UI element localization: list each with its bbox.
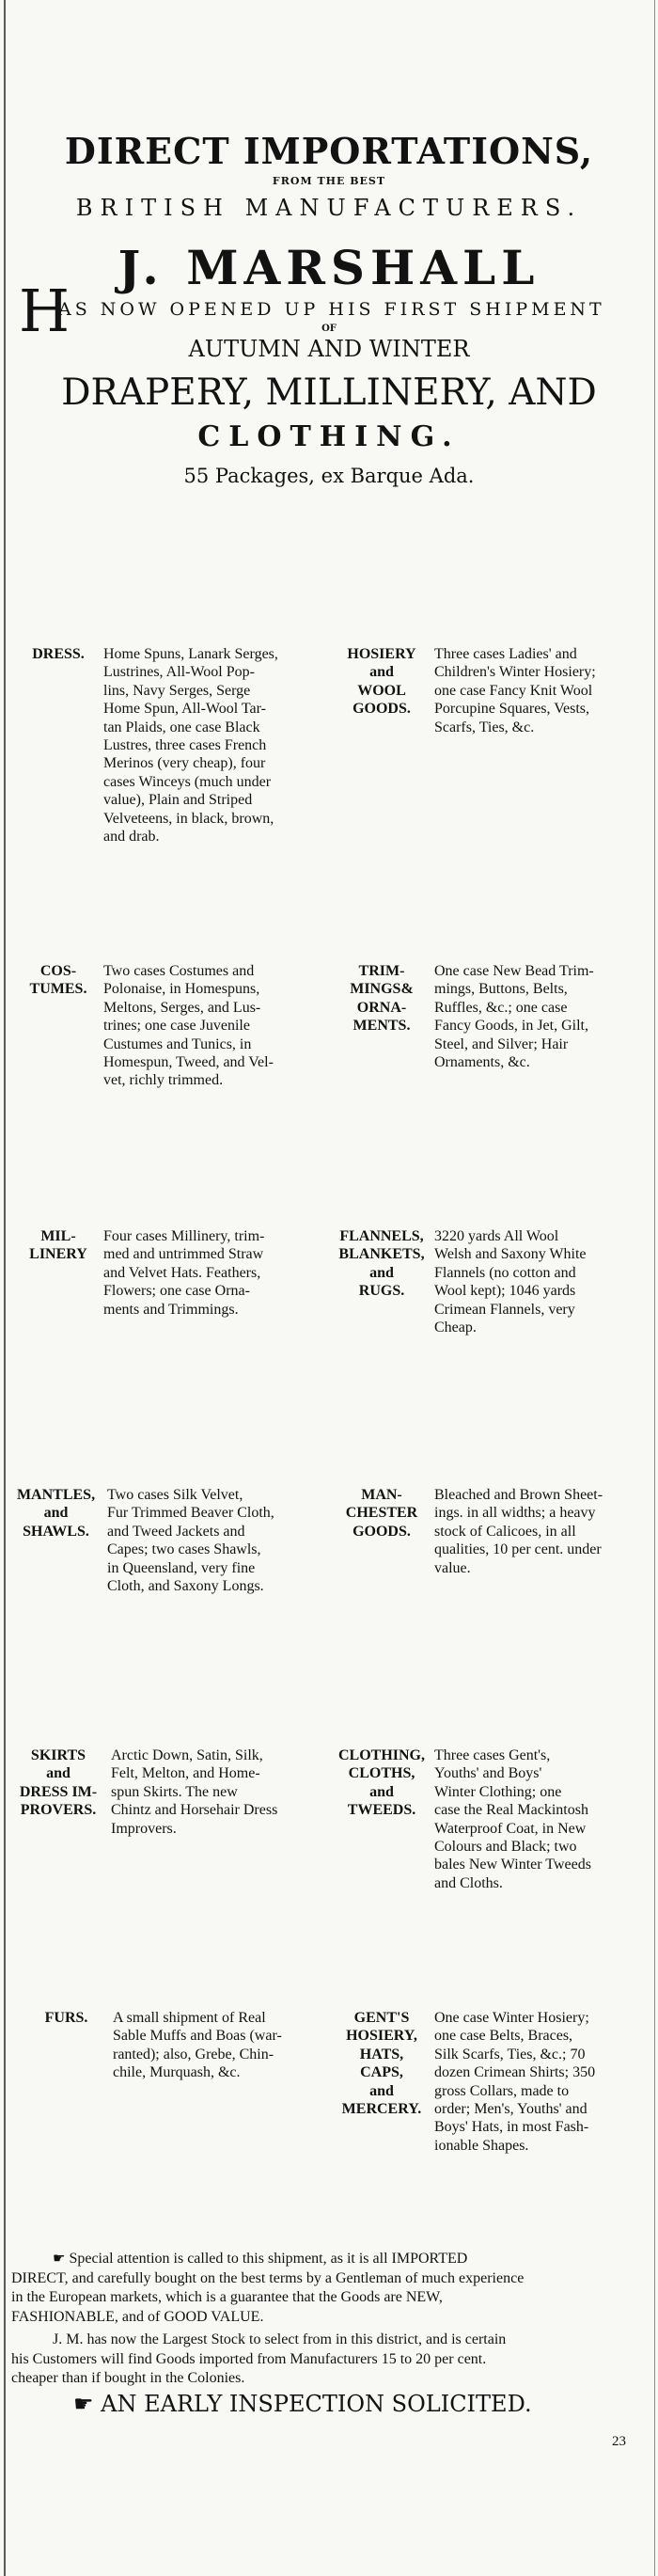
- inspection-text: AN EARLY INSPECTION SOLICITED.: [101, 2391, 532, 2417]
- text-line: cases Winceys (much under: [103, 773, 272, 790]
- text-span: Special attention is called to this shipment, as it is all IMPORTED: [69, 2251, 468, 2267]
- text-line: Home Spun, All-Wool Tar-: [103, 701, 266, 718]
- section-body-skirts: [111, 1746, 324, 1838]
- label-line: and: [369, 1783, 394, 1800]
- label-line: and: [369, 1264, 394, 1281]
- text-line: Custumes and Tunics, in: [103, 1035, 252, 1052]
- text-line: Four cases Millinery, trim-: [103, 1228, 265, 1244]
- section-label-skirts: [11, 1746, 105, 1820]
- text-line: One case New Bead Trim-: [434, 963, 594, 979]
- text-line: Two cases Costumes and: [103, 963, 255, 979]
- headline: DIRECT IMPORTATIONS,: [64, 130, 594, 172]
- label-line: and: [369, 2082, 394, 2099]
- text-line: Polonaise, in Homespuns,: [103, 981, 260, 998]
- text-line: ionable Shapes.: [434, 2137, 529, 2154]
- label-line: WOOL: [357, 682, 406, 699]
- text-line: Home Spuns, Lanark Serges,: [103, 646, 278, 662]
- text-line: Two cases Silk Velvet,: [107, 1487, 243, 1503]
- label-line: PROVERS.: [20, 1802, 97, 1819]
- text-line: ings. in all widths; a heavy: [434, 1505, 596, 1522]
- page-number: 23: [612, 2434, 626, 2449]
- merchant-name: J. MARSHALL: [118, 240, 540, 295]
- section-label-flannels: [335, 1227, 429, 1301]
- label-line: BLANKETS,: [338, 1246, 425, 1263]
- goods-line-2: CLOTHING.: [197, 420, 461, 453]
- text-line: Steel, and Silver; Hair: [434, 1035, 569, 1052]
- label-line: FLANNELS,: [339, 1228, 424, 1244]
- text-line: A small shipment of Real: [113, 2010, 266, 2026]
- section-body-dress: [103, 645, 324, 845]
- section-body-trimmings: [434, 962, 650, 1071]
- text-line: Lustrines, All-Wool Pop-: [103, 664, 255, 681]
- text-line: Flannels (no cotton and: [434, 1264, 576, 1281]
- text-line: Homespun, Tweed, and Vel-: [103, 1054, 274, 1071]
- text-line: bales New Winter Tweeds: [434, 1857, 591, 1873]
- label-line: HATS,: [359, 2046, 404, 2062]
- text-line: cheaper than if bought in the Colonies.: [11, 2370, 245, 2386]
- label-line: CHESTER: [345, 1505, 418, 1522]
- text-line: mings, Buttons, Belts,: [434, 981, 568, 998]
- text-line: order; Men's, Youths' and: [434, 2101, 588, 2118]
- label-line: ORNA-: [356, 999, 407, 1016]
- text-line: 3220 yards All Wool: [434, 1228, 559, 1244]
- section-body-costumes: [103, 962, 324, 1090]
- text-line: in Queensland, very fine: [107, 1559, 256, 1576]
- text-line: Ruffles, &c.; one case: [434, 999, 568, 1016]
- text-line: Scarfs, Ties, &c.: [434, 719, 535, 735]
- pointing-hand-icon: ☛: [73, 2391, 94, 2417]
- label-line: GOODS.: [352, 1523, 411, 1540]
- label-line: and: [43, 1505, 69, 1522]
- text-line: Fancy Goods, in Jet, Gilt,: [434, 1018, 588, 1035]
- text-line: Fur Trimmed Beaver Cloth,: [107, 1505, 274, 1522]
- of-line: OF: [321, 324, 337, 334]
- label-line: RUGS.: [358, 1283, 405, 1300]
- label-line: MANTLES,: [16, 1487, 96, 1503]
- text-line: and Cloths.: [434, 1874, 503, 1891]
- text-line: Three cases Gent's,: [434, 1747, 551, 1763]
- label-line: COS-: [39, 963, 77, 979]
- label-line: MENTS.: [352, 1018, 411, 1035]
- label-line: MIL-: [40, 1228, 76, 1244]
- packages-line: 55 Packages, ex Barque Ada.: [183, 465, 475, 487]
- text-line: FASHIONABLE, and of GOOD VALUE.: [11, 2308, 264, 2325]
- text-line: trines; one case Juvenile: [103, 1018, 250, 1035]
- text-line: his Customers will find Goods imported from Manufacturers 15 to 20 per cent.: [11, 2350, 487, 2367]
- section-body-clothing: [434, 1746, 650, 1892]
- text-line: Capes; two cases Shawls,: [107, 1541, 261, 1558]
- label-line: TWEEDS.: [347, 1802, 416, 1819]
- section-label-costumes: [21, 962, 96, 999]
- text-line: Cloth, and Saxony Longs.: [107, 1578, 264, 1595]
- label-line: and: [369, 664, 394, 681]
- section-body-millinery: [103, 1227, 324, 1319]
- text-line: Boys' Hats, in most Fash-: [434, 2119, 589, 2136]
- text-line: value.: [434, 1559, 471, 1576]
- text-line: case the Real Mackintosh: [434, 1802, 588, 1819]
- text-line: Flowers; one case Orna-: [103, 1283, 250, 1300]
- text-line: and drab.: [103, 829, 160, 845]
- text-line: Three cases Ladies' and: [434, 646, 577, 662]
- text-line: in the European markets, which is a guarantee that the Goods are NEW,: [11, 2289, 443, 2305]
- text-line: Welsh and Saxony White: [434, 1246, 587, 1263]
- section-label-furs: FURS.: [44, 2010, 88, 2026]
- text-line: Wool kept); 1046 yards: [434, 1283, 576, 1300]
- text-line: Arctic Down, Satin, Silk,: [111, 1747, 263, 1763]
- section-body-hosiery: [434, 645, 650, 736]
- text-line: qualities, 10 per cent. under: [434, 1541, 602, 1558]
- section-body-gents: [434, 2009, 650, 2155]
- section-body-mantles: [107, 1486, 324, 1595]
- text-line: Colours and Black; two: [434, 1839, 577, 1856]
- text-line: Cheap.: [434, 1320, 477, 1336]
- text-line: one case Fancy Knit Wool: [434, 682, 593, 699]
- season-line: AUTUMN AND WINTER: [188, 336, 470, 362]
- text-line: Chintz and Horsehair Dress: [111, 1802, 278, 1819]
- section-body-flannels: [434, 1227, 650, 1336]
- special-attention-paragraph: [11, 2250, 647, 2327]
- text-line: DIRECT, and carefully bought on the best terms by a Gentleman of much experience: [11, 2269, 525, 2286]
- text-line: dozen Crimean Shirts; 350: [434, 2064, 596, 2081]
- section-label-manchester: [335, 1486, 429, 1541]
- text-line: lins, Navy Serges, Serge: [103, 682, 251, 699]
- british-manufacturers-line: BRITISH MANUFACTURERS.: [75, 195, 583, 221]
- text-line: Silk Scarfs, Ties, &c.; 70: [434, 2046, 586, 2062]
- drop-capital: H: [19, 277, 70, 345]
- text-line: Improvers.: [111, 1820, 177, 1837]
- section-label-millinery: [21, 1227, 96, 1264]
- text-line: J. M. has now the Largest Stock to select from in this district, and is certain: [53, 2331, 507, 2347]
- text-line: Velveteens, in black, brown,: [103, 810, 274, 827]
- label-line: TUMES.: [29, 981, 87, 998]
- label-line: HOSIERY,: [346, 2028, 417, 2045]
- text-line: ments and Trimmings.: [103, 1301, 239, 1318]
- label-line: MAN-: [361, 1487, 402, 1503]
- goods-line-1: DRAPERY, MILLINERY, AND: [61, 371, 597, 414]
- text-line: vet, richly trimmed.: [103, 1072, 224, 1089]
- label-line: GENT'S: [353, 2010, 410, 2026]
- section-body-manchester: [434, 1486, 650, 1577]
- text-line: Lustres, three cases French: [103, 737, 267, 754]
- text-line: spun Skirts. The new: [111, 1783, 238, 1800]
- text-line: One case Winter Hosiery;: [434, 2010, 589, 2026]
- section-label-dress: DRESS.: [32, 646, 85, 662]
- inspection-line: [73, 2391, 532, 2417]
- text-line: Waterproof Coat, in New: [434, 1820, 587, 1837]
- label-line: CLOTHS,: [348, 1765, 415, 1782]
- text-line: stock of Calicoes, in all: [434, 1523, 576, 1540]
- label-line: GOODS.: [352, 701, 411, 718]
- pointing-hand-icon: ☛: [53, 2252, 66, 2267]
- text-line: Meltons, Serges, and Lus-: [103, 999, 261, 1016]
- text-line: Youths' and Boys': [434, 1765, 542, 1782]
- text-line: ranted); also, Grebe, Chin-: [113, 2046, 274, 2062]
- label-line: LINERY: [29, 1246, 87, 1263]
- text-line: Bleached and Brown Sheet-: [434, 1487, 603, 1503]
- section-body-furs: [113, 2009, 324, 2082]
- stock-paragraph: [11, 2331, 647, 2389]
- label-line: MERCERY.: [341, 2101, 422, 2118]
- text-line: value), Plain and Striped: [103, 792, 253, 809]
- label-line: CLOTHING,: [337, 1747, 425, 1763]
- text-line: Merinos (very cheap), four: [103, 755, 266, 772]
- text-line: med and untrimmed Straw: [103, 1246, 264, 1263]
- opened-shipment-line: AS NOW OPENED UP HIS FIRST SHIPMENT: [58, 299, 605, 320]
- label-line: SKIRTS: [30, 1747, 86, 1763]
- text-line: [11, 2250, 647, 2269]
- section-label-trimmings: [335, 962, 429, 1035]
- label-line: HOSIERY: [347, 646, 416, 662]
- text-line: Crimean Flannels, very: [434, 1301, 575, 1318]
- label-line: DRESS IM-: [19, 1783, 98, 1800]
- text-line: Children's Winter Hosiery;: [434, 664, 596, 681]
- label-line: TRIM-: [358, 963, 405, 979]
- section-label-hosiery: [335, 645, 429, 719]
- text-line: and Velvet Hats. Feathers,: [103, 1264, 261, 1281]
- text-line: and Tweed Jackets and: [107, 1523, 245, 1540]
- section-label-gents: [335, 2009, 429, 2118]
- text-line: Ornaments, &c.: [434, 1054, 530, 1071]
- text-line: Sable Muffs and Boas (war-: [113, 2028, 282, 2045]
- text-line: Porcupine Squares, Vests,: [434, 701, 590, 718]
- from-the-best-line: FROM THE BEST: [272, 175, 386, 187]
- section-label-mantles: [11, 1486, 101, 1541]
- text-line: Felt, Melton, and Home-: [111, 1765, 260, 1782]
- section-label-clothing: [335, 1746, 429, 1820]
- label-line: MINGS&: [350, 981, 414, 998]
- text-line: one case Belts, Braces,: [434, 2028, 573, 2045]
- text-line: tan Plaids, one case Black: [103, 719, 260, 735]
- text-line: Winter Clothing; one: [434, 1783, 562, 1800]
- text-line: chile, Murquash, &c.: [113, 2064, 241, 2081]
- text-line: gross Collars, made to: [434, 2082, 570, 2099]
- label-line: SHAWLS.: [23, 1523, 89, 1540]
- label-line: CAPS,: [360, 2064, 403, 2081]
- label-line: and: [46, 1765, 70, 1782]
